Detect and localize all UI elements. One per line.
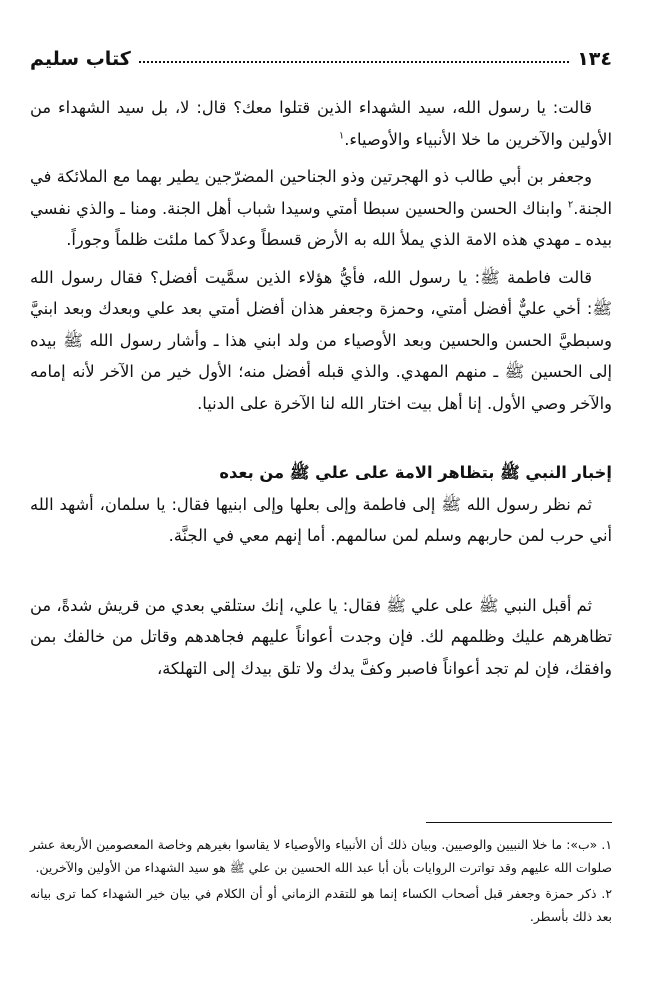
paragraph: قالت فاطمة ﷺ: يا رسول الله، فأيُّ هؤلاء الذين سمَّيت أفضل؟ فقال رسول الله ﷺ: أخي عليٌّ أفضل أمتي، وحمزة وجعفر هذان أفضل أمتي بعد علي وبعدك وبعد ابنيَّ وسبطيَّ الحسن والحسين وبعد الأوصياء من ولد ابني هذا ـ وأشار رسول الله ﷺ بيده إلى الحسين ﷺ ـ منهم المهدي. والذي قبله أفضل منه؛ الأول خير من الآخر لأنه إمامه والآخر وصي الأول. إنا أهل بيت اختار الله لنا الآخرة على الدنيا. bbox=[30, 267, 612, 413]
paragraph: ثم نظر رسول الله ﷺ إلى فاطمة وإلى بعلها وإلى ابنيها فقال: يا سلمان، أشهد الله أني حرب لمن حاربهم وسلم لمن سالمهم. أما إنهم معي في الجنَّة. bbox=[30, 494, 612, 545]
footnotes bbox=[30, 834, 612, 932]
footnote: ٢. ذكر حمزة وجعفر قبل أصحاب الكساء إنما هو للتقدم الزماني أو أن الكلام في بيان خير الشهداء كما ترى بيانه بعد ذلك بأسطر. bbox=[30, 886, 612, 924]
paragraph: قالت: يا رسول الله، سيد الشهداء الذين قتلوا معك؟ قال: لا، بل سيد الشهداء من الأولين والآخرين ما خلا الأنبياء والأوصياء.$^١$ bbox=[30, 98, 612, 149]
page-header bbox=[30, 44, 612, 74]
footnote-marker: ٢ bbox=[567, 199, 574, 211]
footnote-marker: ١ bbox=[338, 130, 345, 142]
header-dotted-leader bbox=[139, 61, 569, 63]
section-heading: إخبار النبي ﷺ بتظاهر الامة على علي ﷺ من بعده bbox=[219, 463, 612, 482]
paragraph: ثم أقبل النبي ﷺ على علي ﷺ فقال: يا علي، إنك ستلقي بعدي من قريش شدةً، من تظاهرهم عليك وظلمهم لك. فإن وجدت أعواناً عليهم فجاهدهم وقاتل من خالفك بمن وافقك، فإن لم تجد أعواناً فاصبر وكفَّ يدك ولا تلق بيدك إلى التهلكة، bbox=[30, 595, 612, 678]
footnote-separator bbox=[426, 822, 612, 823]
main-text bbox=[30, 92, 612, 690]
running-title: كتاب سليم bbox=[30, 48, 131, 70]
paragraph: وجعفر بن أبي طالب ذو الهجرتين وذو الجناحين المضرّجين يطير بهما مع الملائكة في الجنة.$^٢$ وابناك الحسن والحسين سبطا أمتي وسيدا شباب أهل الجنة. ومنا ـ والذي نفسي بيده ـ مهدي هذه الامة الذي يملأ الله به الأرض قسطاً وعدلاً كما ملئت ظلماً وجوراً. bbox=[30, 167, 612, 249]
page-number: ١٣٤ bbox=[577, 48, 612, 70]
footnote: ١. «ب»: ما خلا النبيين والوصيين. وبيان ذلك أن الأنبياء والأوصياء لا يقاسوا بغيرهم وخاصة المعصومين الأربعة عشر صلوات الله عليهم وقد تواترت الروايات بأن أبا عبد الله الحسين بن علي ﷺ هو سيد الشهداء من الأولين والآخرين. bbox=[30, 837, 612, 875]
